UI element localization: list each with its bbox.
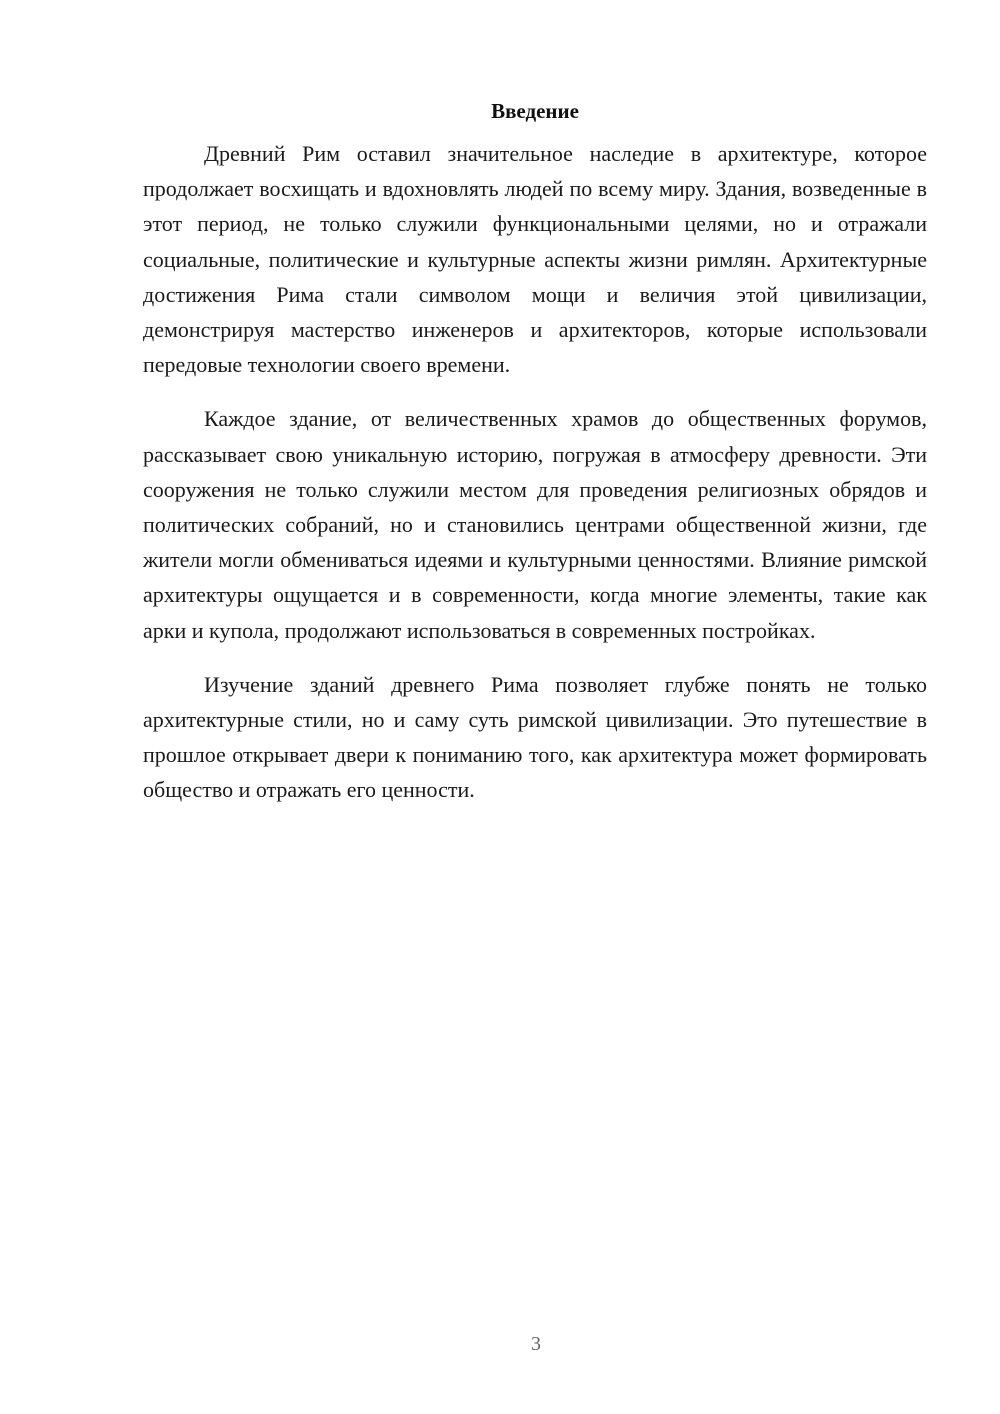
paragraph-1: Древний Рим оставил значительное наследие в архитектуре, которое продолжает восхищать и вдохновлять людей по всему миру. Здания, возведенные в этот период, не только служили функциональными целями, но и отражали социальные, политические и культурные аспекты жизни римлян. Архитектурные достижения Рима стали символом мощи и величия этой цивилизации, демонстрируя мастерство инженеров и архитекторов, которые использовали передовые технологии своего времени.: [143, 141, 927, 378]
section-heading: Введение: [491, 99, 579, 123]
paragraph-3: Изучение зданий древнего Рима позволяет глубже понять не только архитектурные стили, но и саму суть римской цивилизации. Это путешествие в прошлое открывает двери к пониманию того, как архитектура может формировать общество и отражать его ценности.: [143, 671, 927, 803]
paragraph-2: Каждое здание, от величественных храмов до общественных форумов, рассказывает свою уникальную историю, погружая в атмосферу древности. Эти сооружения не только служили местом для проведения религиозных обрядов и политических собраний, но и становились центрами общественной жизни, где жители могли обмениваться идеями и культурными ценностями. Влияние римской архитектуры ощущается и в современности, когда многие элементы, такие как арки и купола, продолжают использоваться в современных постройках.: [143, 406, 927, 643]
page-number: 3: [531, 1333, 541, 1355]
page-content: [143, 96, 927, 827]
